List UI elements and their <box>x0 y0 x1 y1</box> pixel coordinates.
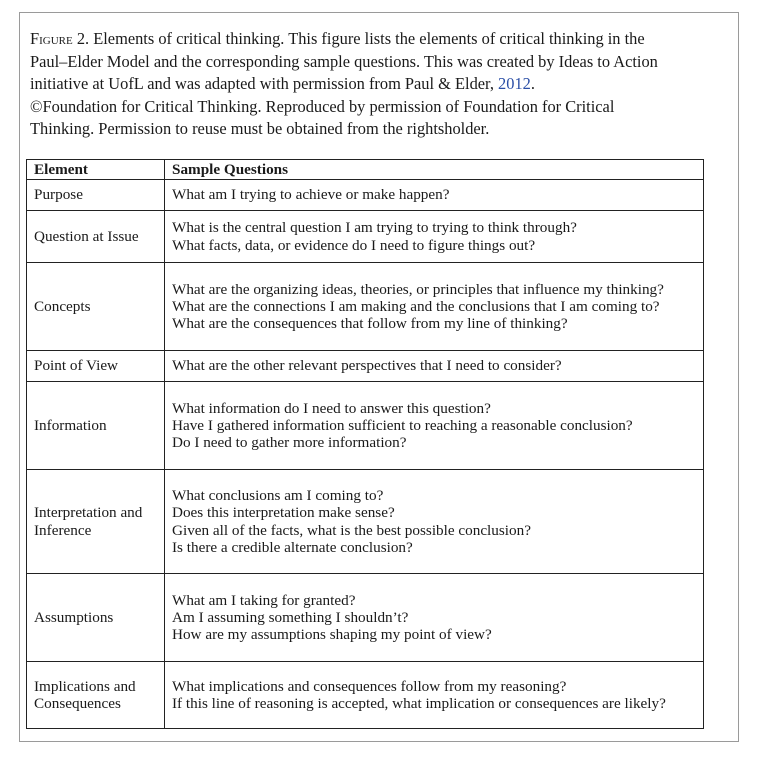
element-cell <box>27 263 165 351</box>
question: Have I gathered information sufficient to reaching a reasonable conclusion? <box>172 416 633 434</box>
element-cell <box>27 470 165 574</box>
table-row <box>27 211 704 263</box>
table-row <box>27 662 704 729</box>
question: What are the organizing ideas, theories, or principles that influence my thinking? <box>172 280 664 298</box>
question: Does this interpretation make sense? <box>172 504 395 522</box>
element-cell <box>27 382 165 470</box>
element-name: Concepts <box>34 297 91 315</box>
question: What am I taking for granted? <box>172 591 356 609</box>
elements-table <box>26 159 704 729</box>
question: If this line of reasoning is accepted, what implication or consequences are likely? <box>172 695 666 712</box>
questions-cell <box>165 574 704 662</box>
citation-link[interactable]: 2012 <box>498 74 531 94</box>
question: What is the central question I am trying to trying to think through? <box>172 219 577 237</box>
question: How are my assumptions shaping my point of view? <box>172 626 492 644</box>
questions-cell <box>165 662 704 729</box>
element-name: Inference <box>34 521 92 539</box>
element-name: Consequences <box>34 695 121 712</box>
table-row <box>27 382 704 470</box>
header-element: Element <box>27 160 165 180</box>
table-row <box>27 470 704 574</box>
element-cell <box>27 211 165 263</box>
question: Given all of the facts, what is the best possible conclusion? <box>172 521 531 539</box>
caption-line-4: ©Foundation for Critical Thinking. Reproduced by permission of Foundation for Critical <box>30 96 615 116</box>
table-row <box>27 351 704 382</box>
question: What are the consequences that follow from my line of thinking? <box>172 315 568 333</box>
figure-label: Figure 2. <box>30 29 90 48</box>
element-name: Interpretation and <box>34 504 143 522</box>
question: What facts, data, or evidence do I need to figure things out? <box>172 236 536 254</box>
question: What information do I need to answer this question? <box>172 399 491 417</box>
table-header-row <box>27 160 704 180</box>
questions-cell <box>165 470 704 574</box>
questions-cell <box>165 382 704 470</box>
element-name: Assumptions <box>34 608 114 626</box>
element-cell <box>27 351 165 382</box>
table-row <box>27 263 704 351</box>
question: What are the other relevant perspectives that I need to consider? <box>172 357 562 375</box>
question: What are the connections I am making and the conclusions that I am coming to? <box>172 297 660 315</box>
caption-line-2: Paul–Elder Model and the corresponding sample questions. This was created by Ideas to Action <box>30 51 658 71</box>
question: What implications and consequences follow from my reasoning? <box>172 677 567 695</box>
caption-line-1: Figure 2. Elements of critical thinking. This figure lists the elements of critical thinking in the <box>30 29 645 48</box>
element-name: Purpose <box>34 186 83 204</box>
element-name: Implications and <box>34 677 136 695</box>
question: Do I need to gather more information? <box>172 434 407 452</box>
questions-cell <box>165 211 704 263</box>
caption-line-5: Thinking. Permission to reuse must be obtained from the rightsholder. <box>30 119 490 139</box>
table-row <box>27 574 704 662</box>
element-cell <box>27 574 165 662</box>
element-name: Point of View <box>34 357 119 375</box>
questions-cell <box>165 351 704 382</box>
questions-cell <box>165 263 704 351</box>
figure-caption <box>30 28 730 141</box>
element-cell <box>27 180 165 211</box>
caption-line-3: initiative at UofL and was adapted with permission from Paul & Elder, 2012. <box>30 74 535 94</box>
table-row <box>27 180 704 211</box>
question: Is there a credible alternate conclusion? <box>172 538 413 556</box>
questions-cell <box>165 180 704 211</box>
question: What am I trying to achieve or make happen? <box>172 186 450 204</box>
element-name: Information <box>34 416 107 434</box>
header-sample-questions: Sample Questions <box>165 160 704 180</box>
element-name: Question at Issue <box>34 227 139 245</box>
question: What conclusions am I coming to? <box>172 487 384 505</box>
element-cell <box>27 662 165 729</box>
question: Am I assuming something I shouldn’t? <box>172 608 409 626</box>
